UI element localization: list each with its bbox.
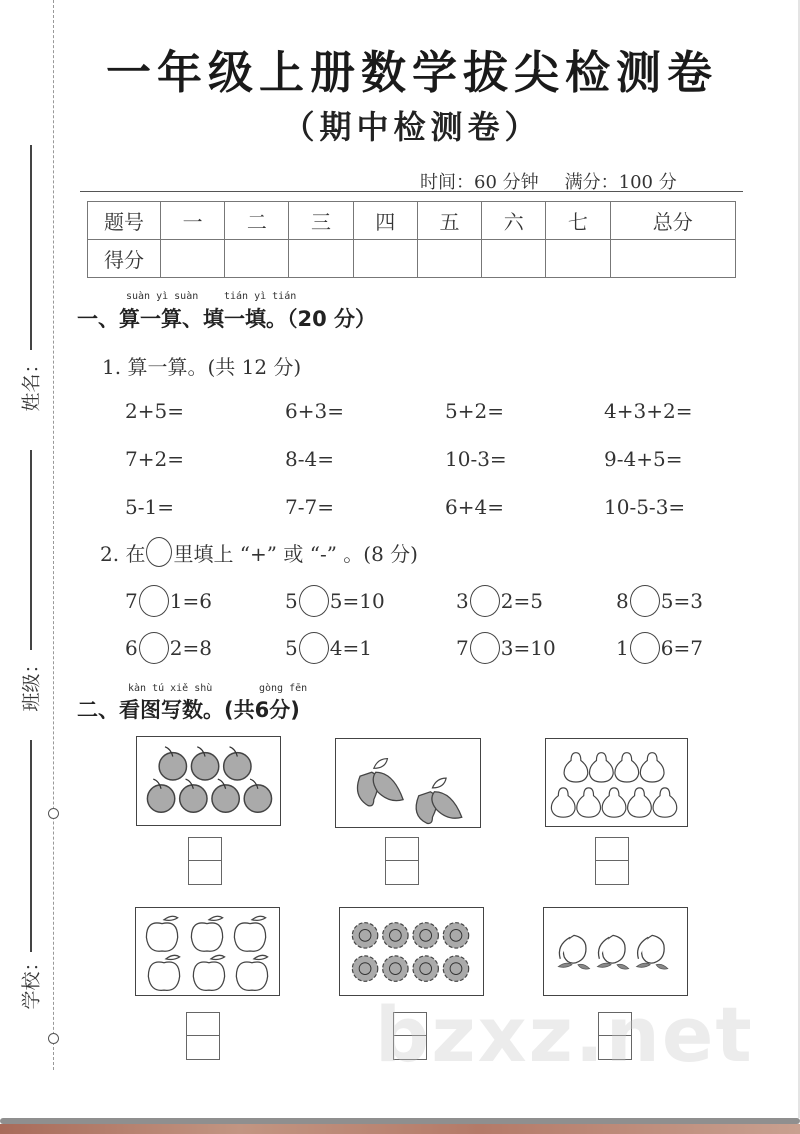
operand-result: 1=6 bbox=[169, 589, 212, 613]
operand: 5 bbox=[285, 636, 298, 660]
pinyin-annotation: gòng fēn bbox=[259, 683, 308, 694]
fill-operator-item bbox=[456, 632, 556, 664]
section-1-heading: 一、算一算、填一填。（20 分） bbox=[77, 307, 377, 331]
answer-box[interactable] bbox=[186, 1012, 220, 1060]
operand: 5 bbox=[285, 589, 298, 613]
operand-result: 3=10 bbox=[500, 636, 556, 660]
operator-circle-input[interactable] bbox=[139, 585, 169, 617]
binding-hole-icon bbox=[48, 808, 59, 819]
operand-result: 5=10 bbox=[329, 589, 385, 613]
score-table-cell: 五 bbox=[417, 202, 481, 240]
operand-result: 4=1 bbox=[329, 636, 372, 660]
fill-operator-item bbox=[285, 632, 372, 664]
name-write-line[interactable] bbox=[30, 145, 32, 350]
equation: 5-1= bbox=[125, 495, 174, 519]
header-rule bbox=[80, 191, 743, 192]
fill-operator-item bbox=[285, 585, 385, 617]
operand-result: 6=7 bbox=[660, 636, 703, 660]
operand: 3 bbox=[456, 589, 469, 613]
score-table-cell: 得分 bbox=[88, 240, 161, 278]
operand: 1 bbox=[616, 636, 629, 660]
name-label: 姓名： bbox=[20, 354, 43, 412]
picture-pears bbox=[545, 738, 688, 827]
answer-box[interactable] bbox=[595, 837, 629, 885]
equation: 5+2= bbox=[445, 399, 504, 423]
equation: 10-5-3= bbox=[604, 495, 686, 519]
equation: 2+5= bbox=[125, 399, 184, 423]
pinyin-annotation: kàn tú xiě shù bbox=[128, 683, 213, 694]
question-2-heading-pre: 2. 在 bbox=[100, 541, 146, 566]
pinyin-annotation: suàn yì suàn bbox=[126, 291, 199, 302]
background-strip bbox=[0, 1124, 800, 1134]
pear-icon bbox=[546, 739, 687, 826]
operand: 7 bbox=[456, 636, 469, 660]
answer-box[interactable] bbox=[598, 1012, 632, 1060]
class-write-line[interactable] bbox=[30, 740, 32, 952]
time-limit: 时间：60 分钟 bbox=[420, 172, 539, 193]
score-table-cell: 二 bbox=[225, 202, 289, 240]
answer-box[interactable] bbox=[385, 837, 419, 885]
watermark: bzxz.net bbox=[375, 990, 754, 1079]
operand-result: 5=3 bbox=[660, 589, 703, 613]
question-2-heading-post: 里填上 “+” 或 “-” 。(8 分) bbox=[173, 541, 418, 566]
peach-icon bbox=[544, 908, 687, 995]
score-table-cell: 三 bbox=[289, 202, 353, 240]
score-table-cell: 四 bbox=[353, 202, 417, 240]
picture-mangoes bbox=[335, 738, 481, 828]
score-input-cell[interactable] bbox=[482, 240, 546, 278]
operand-result: 2=5 bbox=[500, 589, 543, 613]
class-label: 班级： bbox=[20, 654, 43, 712]
operand-result: 2=8 bbox=[169, 636, 212, 660]
operand: 6 bbox=[125, 636, 138, 660]
name-write-line-lower[interactable] bbox=[30, 450, 32, 650]
section-2-heading: 二、看图写数。(共6分) bbox=[77, 698, 300, 722]
binding-dashed-line bbox=[53, 0, 54, 1070]
fill-operator-item bbox=[125, 632, 212, 664]
equation: 10-3= bbox=[445, 447, 507, 471]
score-table-cell: 总分 bbox=[610, 202, 735, 240]
school-label: 学校： bbox=[20, 952, 43, 1010]
exam-subtitle: （期中检测卷） bbox=[282, 108, 542, 146]
picture-apples bbox=[135, 907, 280, 996]
question-2-heading bbox=[100, 537, 418, 567]
score-table-cell: 题号 bbox=[88, 202, 161, 240]
score-input-cell[interactable] bbox=[353, 240, 417, 278]
operator-circle-input[interactable] bbox=[470, 632, 500, 664]
score-input-cell[interactable] bbox=[225, 240, 289, 278]
question-1-heading: 1. 算一算。(共 12 分) bbox=[102, 355, 302, 379]
equation: 6+3= bbox=[285, 399, 344, 423]
equation: 6+4= bbox=[445, 495, 504, 519]
score-table-cell: 一 bbox=[161, 202, 225, 240]
fill-operator-item bbox=[616, 632, 703, 664]
fill-operator-item bbox=[616, 585, 703, 617]
equation: 4+3+2= bbox=[604, 399, 693, 423]
exam-title: 一年级上册数学拔尖检测卷 bbox=[105, 46, 718, 99]
score-table-header-row bbox=[88, 202, 736, 240]
equation: 7+2= bbox=[125, 447, 184, 471]
operand: 7 bbox=[125, 589, 138, 613]
equation: 8-4= bbox=[285, 447, 334, 471]
picture-flowers bbox=[339, 907, 484, 996]
operand: 8 bbox=[616, 589, 629, 613]
answer-box[interactable] bbox=[188, 837, 222, 885]
score-table bbox=[87, 201, 736, 278]
fill-operator-item bbox=[125, 585, 212, 617]
apple-icon bbox=[136, 908, 279, 995]
operator-circle-input[interactable] bbox=[630, 632, 660, 664]
fill-operator-item bbox=[456, 585, 543, 617]
score-input-cell[interactable] bbox=[161, 240, 225, 278]
score-input-cell[interactable] bbox=[546, 240, 610, 278]
answer-box[interactable] bbox=[393, 1012, 427, 1060]
orange-icon bbox=[137, 737, 280, 825]
operator-circle-input[interactable] bbox=[630, 585, 660, 617]
score-input-cell[interactable] bbox=[417, 240, 481, 278]
score-table-cell: 六 bbox=[482, 202, 546, 240]
score-table-score-row bbox=[88, 240, 736, 278]
circle-icon bbox=[146, 537, 172, 567]
flower-icon bbox=[340, 908, 483, 995]
operator-circle-input[interactable] bbox=[139, 632, 169, 664]
operator-circle-input[interactable] bbox=[299, 585, 329, 617]
score-table-cell: 七 bbox=[546, 202, 610, 240]
full-score: 满分：100 分 bbox=[564, 172, 677, 193]
mango-icon bbox=[336, 739, 480, 827]
pinyin-annotation: tián yì tián bbox=[224, 291, 297, 302]
operator-circle-input[interactable] bbox=[299, 632, 329, 664]
binding-hole-icon bbox=[48, 1033, 59, 1044]
picture-peaches bbox=[543, 907, 688, 996]
operator-circle-input[interactable] bbox=[470, 585, 500, 617]
picture-oranges bbox=[136, 736, 281, 826]
equation: 9-4+5= bbox=[604, 447, 683, 471]
score-input-cell[interactable] bbox=[289, 240, 353, 278]
equation: 7-7= bbox=[285, 495, 334, 519]
score-input-cell[interactable] bbox=[610, 240, 735, 278]
